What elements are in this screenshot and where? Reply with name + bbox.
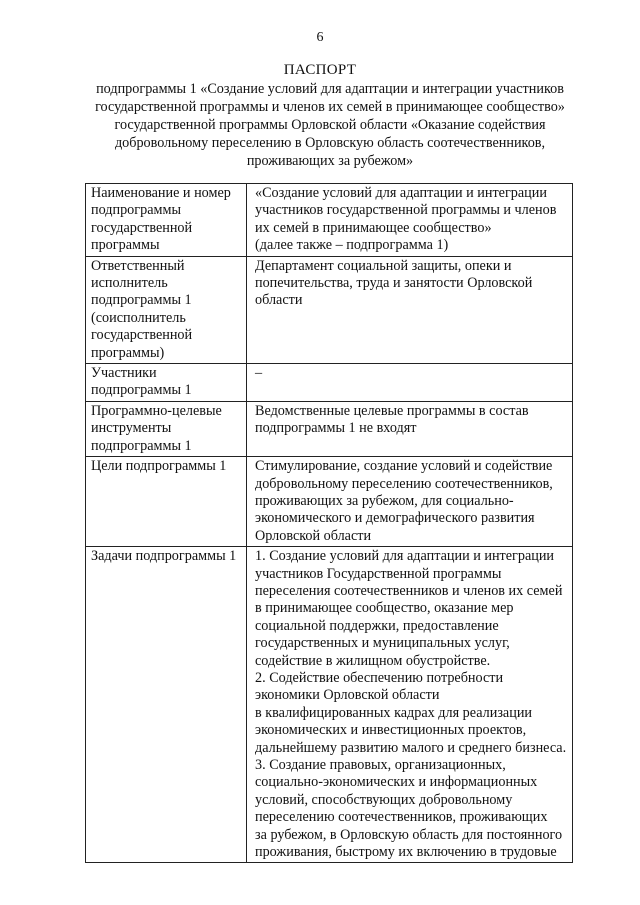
row-value-line: Ведомственные целевые программы в состав	[255, 402, 529, 419]
subtitle-line: проживающих за рубежом»	[246, 153, 414, 169]
row-value-line: проживания, быстрому их включению в трудовые	[255, 844, 557, 861]
row-value-line: Департамент социальной защиты, опеки и	[255, 257, 512, 274]
row-value-cell	[247, 457, 573, 547]
row-label-line: программы)	[91, 344, 165, 361]
row-value-line: Орловской области	[255, 527, 372, 544]
page-number: 6	[316, 30, 324, 45]
row-value-line: Стимулирование, создание условий и содействие	[255, 458, 553, 475]
row-label-cell	[86, 256, 247, 363]
row-label-line: Программно-целевые	[91, 402, 222, 419]
row-value-line: подпрограммы 1 не входят	[255, 420, 417, 437]
row-label-cell	[86, 547, 247, 863]
row-label-line: программы	[91, 237, 160, 254]
row-value-line: попечительства, труда и занятости Орловской	[255, 275, 533, 292]
row-label-line: Задачи подпрограммы 1	[91, 548, 237, 565]
row-value-line: –	[255, 365, 263, 382]
row-value-line: социальной поддержки, предоставление	[255, 617, 499, 634]
row-value-line: условий, способствующих добровольному	[255, 791, 513, 808]
row-label-line: инструменты	[91, 420, 172, 437]
row-label-line: Ответственный	[91, 257, 185, 274]
row-label-line: Участники	[91, 365, 157, 382]
row-value-line: 1. Создание условий для адаптации и интеграции	[255, 548, 555, 565]
table-row	[86, 401, 573, 456]
document-title: ПАСПОРТ	[283, 62, 357, 78]
row-label-line: государственной	[91, 219, 193, 236]
row-value-line: социально-экономических и информационных	[255, 774, 538, 791]
row-value-cell	[247, 547, 573, 863]
row-label-line: подпрограммы 1	[91, 382, 192, 399]
row-value-line: экономического и демографического развития	[255, 510, 535, 527]
row-value-line: в принимающее сообщество, оказание мер	[255, 600, 514, 617]
row-label-line: подпрограммы 1	[91, 437, 192, 454]
passport-table	[85, 183, 573, 863]
table-row	[86, 457, 573, 547]
row-value-line: государственных и муниципальных услуг,	[255, 635, 510, 652]
row-label-cell	[86, 457, 247, 547]
row-label-line: (соисполнитель	[91, 309, 186, 326]
table-row	[86, 364, 573, 402]
table-row	[86, 256, 573, 363]
row-value-line: (далее также – подпрограмма 1)	[255, 237, 449, 254]
row-value-line: проживающих за рубежом, для социально-	[255, 492, 514, 509]
row-label-cell	[86, 184, 247, 257]
subtitle-line: государственной программы Орловской области «Оказание содействия	[114, 117, 546, 133]
row-value-line: экономики Орловской области	[255, 687, 440, 704]
row-label-line: подпрограммы	[91, 202, 181, 219]
table-row	[86, 547, 573, 863]
subtitle-line: государственной программы и членов их семей в принимающее сообщество»	[95, 99, 565, 115]
row-value-line: в квалифицированных кадрах для реализации	[255, 704, 533, 721]
row-value-line: участников Государственной программы	[255, 565, 502, 582]
table-row	[86, 184, 573, 257]
row-value-line: добровольному переселению соотечественников,	[255, 475, 553, 492]
row-value-cell	[247, 184, 573, 257]
row-value-line: 2. Содействие обеспечению потребности	[255, 669, 504, 686]
row-value-cell	[247, 401, 573, 456]
row-label-line: исполнитель	[91, 275, 168, 292]
document-subtitle	[80, 80, 580, 170]
row-value-line: переселению соотечественников, проживающих	[255, 809, 548, 826]
row-value-line: 3. Создание правовых, организационных,	[255, 757, 506, 773]
row-value-line: их семей в принимающее сообщество»	[255, 219, 492, 236]
row-label-line: подпрограммы 1	[91, 292, 192, 309]
row-label-cell	[86, 364, 247, 402]
row-value-line: содействие в жилищном обустройстве.	[255, 652, 491, 669]
row-value-cell	[247, 256, 573, 363]
row-value-line: участников государственной программы и членов	[255, 202, 557, 219]
row-label-line: Наименование и номер	[91, 185, 231, 201]
subtitle-line: добровольному переселению в Орловскую область соотечественников,	[114, 135, 546, 151]
row-value-line: области	[255, 292, 303, 309]
row-value-line: экономических и инвестиционных проектов,	[255, 722, 527, 739]
row-value-line: за рубежом, в Орловскую область для постоянного	[255, 826, 563, 843]
subtitle-line: подпрограммы 1 «Создание условий для адаптации и интеграции участников	[96, 81, 564, 97]
passport-table-body	[86, 184, 573, 863]
row-label-line: государственной	[91, 327, 193, 344]
row-label-cell	[86, 401, 247, 456]
row-value-line: переселения соотечественников и членов их семей	[255, 582, 563, 599]
row-value-line: дальнейшему развитию малого и среднего бизнеса.	[255, 739, 567, 756]
row-value-cell	[247, 364, 573, 402]
row-value-line: «Создание условий для адаптации и интеграции	[255, 185, 547, 201]
row-label-line: Цели подпрограммы 1	[91, 458, 227, 475]
